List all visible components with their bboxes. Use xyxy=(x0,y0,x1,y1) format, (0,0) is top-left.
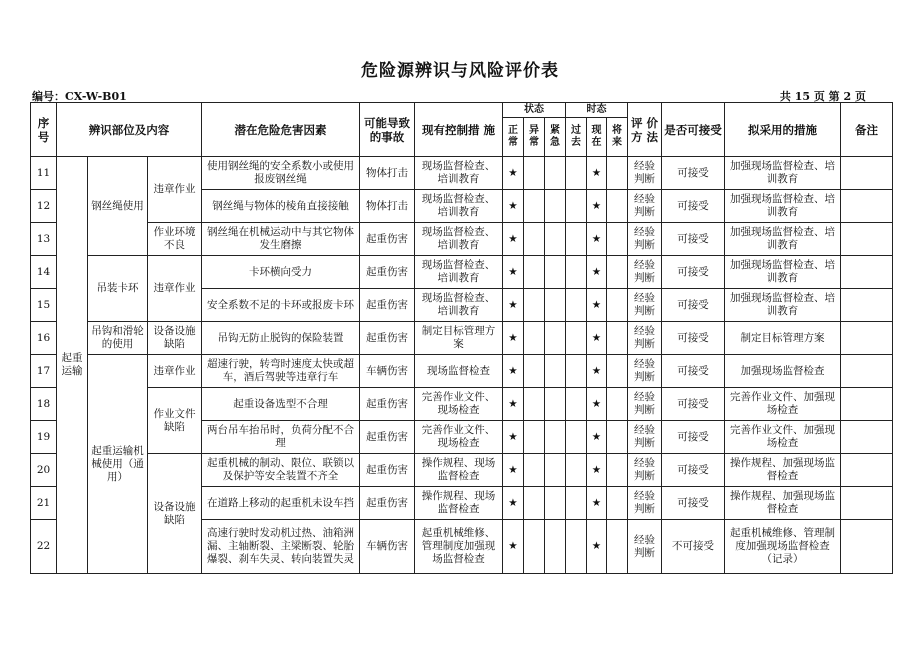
remarks-cell xyxy=(841,520,893,574)
group-cell: 吊钩和滑轮的使用 xyxy=(88,322,148,355)
factor-cell: 钢丝绳与物体的棱角直接接触 xyxy=(202,190,360,223)
row-number: 14 xyxy=(31,256,57,289)
tense-present-mark: ★ xyxy=(587,355,607,388)
factor-cell: 起重设备选型不合理 xyxy=(202,388,360,421)
control-cell: 操作规程、现场监督检查 xyxy=(415,454,503,487)
group-cell: 钢丝绳使用 xyxy=(88,157,148,256)
measures-cell: 操作规程、加强现场监督检查 xyxy=(725,487,841,520)
control-cell: 制定目标管理方案 xyxy=(415,322,503,355)
tense-present-mark: ★ xyxy=(587,322,607,355)
page-title: 危险源辨识与风险评价表 xyxy=(361,61,559,81)
control-cell: 操作规程、现场监督检查 xyxy=(415,487,503,520)
factor-cell: 钢丝绳在机械运动中与其它物体发生磨擦 xyxy=(202,223,360,256)
header-remarks: 备注 xyxy=(841,103,893,157)
acceptable-cell: 可接受 xyxy=(662,322,725,355)
method-cell: 经验判断 xyxy=(628,421,662,454)
method-cell: 经验判断 xyxy=(628,322,662,355)
remarks-cell xyxy=(841,289,893,322)
acceptable-cell: 可接受 xyxy=(662,454,725,487)
accident-cell: 物体打击 xyxy=(360,157,415,190)
acceptable-cell: 可接受 xyxy=(662,256,725,289)
acceptable-cell: 可接受 xyxy=(662,223,725,256)
row-number: 15 xyxy=(31,289,57,322)
control-cell: 现场监督检查、培训教育 xyxy=(415,157,503,190)
subgroup-cell: 违章作业 xyxy=(148,157,202,223)
row-number: 20 xyxy=(31,454,57,487)
measures-cell: 制定目标管理方案 xyxy=(725,322,841,355)
accident-cell: 车辆伤害 xyxy=(360,520,415,574)
table-row xyxy=(31,256,893,289)
measures-cell: 加强现场监督检查、培训教育 xyxy=(725,157,841,190)
factor-cell: 起重机械的制动、限位、联锁以及保护等安全装置不齐全 xyxy=(202,454,360,487)
subgroup-cell: 设备设施缺陷 xyxy=(148,454,202,574)
state-normal-mark: ★ xyxy=(503,322,524,355)
table-row xyxy=(31,322,893,355)
remarks-cell xyxy=(841,355,893,388)
document-code: 编号：CX-W-B01 xyxy=(32,90,127,103)
state-normal-mark: ★ xyxy=(503,190,524,223)
row-number: 12 xyxy=(31,190,57,223)
control-cell: 现场监督检查、培训教育 xyxy=(415,256,503,289)
row-number: 21 xyxy=(31,487,57,520)
measures-cell: 加强现场监督检查、培训教育 xyxy=(725,223,841,256)
row-number: 16 xyxy=(31,322,57,355)
header-method: 评 价方 法 xyxy=(628,103,662,157)
accident-cell: 起重伤害 xyxy=(360,454,415,487)
header-state: 状态 xyxy=(503,103,566,118)
measures-cell: 起重机械维修、管理制度加强现场监督检查（记录） xyxy=(725,520,841,574)
table-row xyxy=(31,223,893,256)
method-cell: 经验判断 xyxy=(628,223,662,256)
header-seq: 序号 xyxy=(31,103,57,157)
control-cell: 现场监督检查、培训教育 xyxy=(415,223,503,256)
page-number: 共 15 页 第 2 页 xyxy=(779,90,866,103)
remarks-cell xyxy=(841,322,893,355)
measures-cell: 加强现场监督检查、培训教育 xyxy=(725,190,841,223)
subgroup-cell: 违章作业 xyxy=(148,355,202,388)
acceptable-cell: 可接受 xyxy=(662,388,725,421)
acceptable-cell: 可接受 xyxy=(662,157,725,190)
remarks-cell xyxy=(841,421,893,454)
measures-cell: 加强现场监督检查 xyxy=(725,355,841,388)
header-state-abnormal: 异常 xyxy=(524,118,545,157)
measures-cell: 完善作业文件、加强现场检查 xyxy=(725,421,841,454)
method-cell: 经验判断 xyxy=(628,256,662,289)
factor-cell: 安全系数不足的卡环或报废卡环 xyxy=(202,289,360,322)
method-cell: 经验判断 xyxy=(628,190,662,223)
header-tense-future: 将来 xyxy=(607,118,628,157)
method-cell: 经验判断 xyxy=(628,487,662,520)
row-number: 11 xyxy=(31,157,57,190)
accident-cell: 物体打击 xyxy=(360,190,415,223)
header-tense: 时态 xyxy=(566,103,628,118)
accident-cell: 起重伤害 xyxy=(360,289,415,322)
accident-cell: 车辆伤害 xyxy=(360,355,415,388)
subgroup-cell: 设备设施缺陷 xyxy=(148,322,202,355)
table-row xyxy=(31,454,893,487)
accident-cell: 起重伤害 xyxy=(360,322,415,355)
tense-present-mark: ★ xyxy=(587,190,607,223)
measures-cell: 加强现场监督检查、培训教育 xyxy=(725,256,841,289)
method-cell: 经验判断 xyxy=(628,454,662,487)
measures-cell: 操作规程、加强现场监督检查 xyxy=(725,454,841,487)
tense-present-mark: ★ xyxy=(587,289,607,322)
factor-cell: 在道路上移动的起重机未设车挡 xyxy=(202,487,360,520)
acceptable-cell: 可接受 xyxy=(662,289,725,322)
measures-cell: 完善作业文件、加强现场检查 xyxy=(725,388,841,421)
control-cell: 完善作业文件、现场检查 xyxy=(415,388,503,421)
factor-cell: 超速行驶，转弯时速度太快或超车，酒后驾驶等违章行车 xyxy=(202,355,360,388)
acceptable-cell: 可接受 xyxy=(662,421,725,454)
factor-cell: 卡环横向受力 xyxy=(202,256,360,289)
row-number: 19 xyxy=(31,421,57,454)
table-row xyxy=(31,355,893,388)
group-cell: 吊装卡环 xyxy=(88,256,148,322)
state-normal-mark: ★ xyxy=(503,421,524,454)
tense-present-mark: ★ xyxy=(587,256,607,289)
state-normal-mark: ★ xyxy=(503,157,524,190)
header-state-normal: 正常 xyxy=(503,118,524,157)
accident-cell: 起重伤害 xyxy=(360,223,415,256)
tense-present-mark: ★ xyxy=(587,223,607,256)
state-normal-mark: ★ xyxy=(503,355,524,388)
header-tense-past: 过去 xyxy=(566,118,587,157)
control-cell: 现场监督检查、培训教育 xyxy=(415,289,503,322)
header-acceptable: 是否可接受 xyxy=(662,103,725,157)
control-cell: 现场监督检查 xyxy=(415,355,503,388)
header-state-emergency: 紧急 xyxy=(545,118,566,157)
method-cell: 经验判断 xyxy=(628,355,662,388)
subgroup-cell: 作业环境不良 xyxy=(148,223,202,256)
control-cell: 完善作业文件、现场检查 xyxy=(415,421,503,454)
acceptable-cell: 可接受 xyxy=(662,487,725,520)
remarks-cell xyxy=(841,256,893,289)
tense-present-mark: ★ xyxy=(587,157,607,190)
row-number: 13 xyxy=(31,223,57,256)
remarks-cell xyxy=(841,388,893,421)
accident-cell: 起重伤害 xyxy=(360,487,415,520)
table-row xyxy=(31,157,893,190)
factor-cell: 吊钩无防止脱钩的保险装置 xyxy=(202,322,360,355)
subgroup-cell: 违章作业 xyxy=(148,256,202,322)
tense-present-mark: ★ xyxy=(587,421,607,454)
accident-cell: 起重伤害 xyxy=(360,256,415,289)
remarks-cell xyxy=(841,487,893,520)
subgroup-cell: 作业文件缺陷 xyxy=(148,388,202,454)
measures-cell: 加强现场监督检查、培训教育 xyxy=(725,289,841,322)
factor-cell: 两台吊车抬吊时，负荷分配不合理 xyxy=(202,421,360,454)
state-normal-mark: ★ xyxy=(503,388,524,421)
tense-present-mark: ★ xyxy=(587,454,607,487)
factor-cell: 使用钢丝绳的安全系数小或使用报废钢丝绳 xyxy=(202,157,360,190)
state-normal-mark: ★ xyxy=(503,223,524,256)
header-part: 辨识部位及内容 xyxy=(57,103,202,157)
state-normal-mark: ★ xyxy=(503,289,524,322)
method-cell: 经验判断 xyxy=(628,157,662,190)
method-cell: 经验判断 xyxy=(628,388,662,421)
accident-cell: 起重伤害 xyxy=(360,388,415,421)
header-tense-present: 现在 xyxy=(587,118,607,157)
remarks-cell xyxy=(841,157,893,190)
acceptable-cell: 可接受 xyxy=(662,190,725,223)
control-cell: 现场监督检查、培训教育 xyxy=(415,190,503,223)
state-normal-mark: ★ xyxy=(503,520,524,574)
control-cell: 起重机械维修、管理制度加强现场监督检查 xyxy=(415,520,503,574)
group-cell: 起重运输机械使用（通用） xyxy=(88,355,148,574)
acceptable-cell: 不可接受 xyxy=(662,520,725,574)
category-cell: 起重运输 xyxy=(57,157,88,574)
tense-present-mark: ★ xyxy=(587,388,607,421)
acceptable-cell: 可接受 xyxy=(662,355,725,388)
row-number: 17 xyxy=(31,355,57,388)
tense-present-mark: ★ xyxy=(587,487,607,520)
header-control: 现有控制措 施 xyxy=(415,103,503,157)
state-normal-mark: ★ xyxy=(503,256,524,289)
table-row xyxy=(31,388,893,421)
method-cell: 经验判断 xyxy=(628,289,662,322)
risk-assessment-table xyxy=(30,102,893,574)
state-normal-mark: ★ xyxy=(503,454,524,487)
tense-present-mark: ★ xyxy=(587,520,607,574)
remarks-cell xyxy=(841,223,893,256)
header-factor: 潜在危险危害因素 xyxy=(202,103,360,157)
factor-cell: 高速行驶时发动机过热、油箱洲漏、主轴断裂、主梁断裂、轮胎爆裂、刹车失灵、转向装置失灵 xyxy=(202,520,360,574)
remarks-cell xyxy=(841,454,893,487)
remarks-cell xyxy=(841,190,893,223)
state-normal-mark: ★ xyxy=(503,487,524,520)
row-number: 18 xyxy=(31,388,57,421)
header-measures: 拟采用的措施 xyxy=(725,103,841,157)
row-number: 22 xyxy=(31,520,57,574)
method-cell: 经验判断 xyxy=(628,520,662,574)
header-accident: 可能导致的事故 xyxy=(360,103,415,157)
accident-cell: 起重伤害 xyxy=(360,421,415,454)
